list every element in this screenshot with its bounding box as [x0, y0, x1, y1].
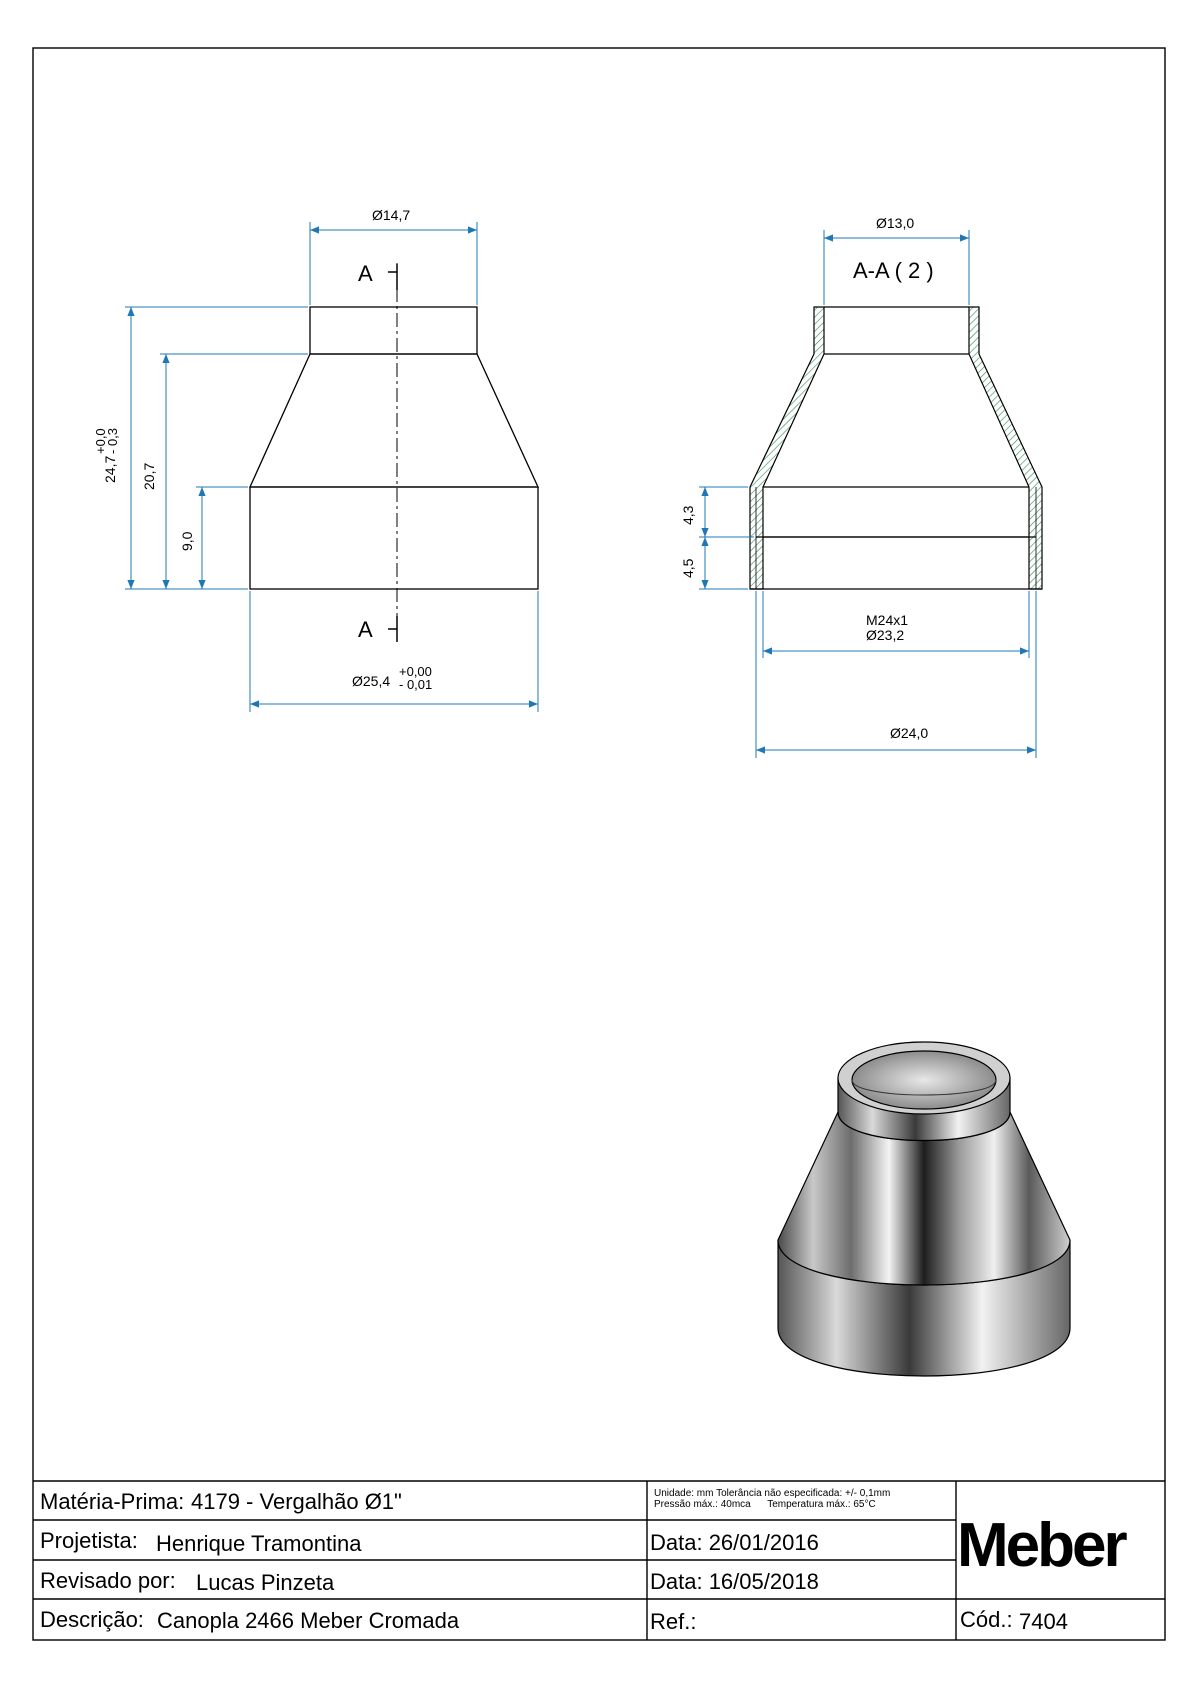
dim-lower-band: 4,5: [680, 558, 696, 578]
dim-cone-height: 20,7: [141, 462, 157, 490]
section-mark-bottom: A: [358, 617, 373, 642]
notes-line1: Unidade: mm Tolerância não especificada: +/- 0,1mm: [654, 1488, 891, 1499]
projetista-value: Henrique Tramontina: [156, 1531, 362, 1556]
front-dim-text: [93, 207, 432, 692]
dim-total-height-tol-upper: +0,0: [93, 428, 108, 454]
dim-upper-band: 4,3: [680, 505, 696, 525]
dim-total-height-tol-lower: - 0,3: [105, 427, 120, 454]
dim-top-diameter: Ø14,7: [372, 207, 411, 223]
section-title: A-A ( 2 ): [853, 258, 934, 283]
cod-value: 7404: [1019, 1609, 1068, 1634]
projetista-label: Projetista:: [40, 1528, 138, 1553]
front-dimensions: [125, 222, 538, 712]
revisado-value: Lucas Pinzeta: [196, 1570, 335, 1595]
ref-label: Ref.:: [650, 1609, 697, 1634]
dim-inner-top-diameter: Ø13,0: [876, 215, 915, 231]
iso-render: [778, 1042, 1070, 1376]
dim-base-diameter: Ø25,4: [352, 673, 391, 689]
front-base: [250, 487, 538, 589]
cod-label: Cód.:: [960, 1607, 1013, 1632]
section-wall-right: [969, 307, 1042, 589]
dim-base-diameter-tol-lower: - 0,01: [399, 677, 433, 692]
front-top-collar: [310, 307, 477, 354]
render-collar-hole: [852, 1051, 996, 1109]
descricao-label: Descrição:: [40, 1607, 144, 1632]
front-view: [250, 263, 538, 642]
revisado-label: Revisado por:: [40, 1568, 176, 1593]
sheet-border: [33, 48, 1165, 1640]
materia-label: Matéria-Prima:: [40, 1489, 185, 1514]
dim-base-diameter-tol-upper: +0,00: [399, 664, 432, 679]
section-wall-left: [750, 307, 824, 589]
front-cone: [250, 354, 538, 487]
notes-line2: Pressão máx.: 40mca Temperatura máx.: 65°C: [654, 1499, 876, 1510]
section-dim-text: [680, 215, 934, 741]
section-view: [750, 307, 1042, 589]
dim-thread-diameter: Ø23,2: [866, 627, 905, 643]
thread-label: M24x1: [866, 612, 909, 628]
dim-base-height: 9,0: [179, 531, 195, 551]
data-created: Data: 26/01/2016: [650, 1530, 819, 1555]
dim-outer-diameter: Ø24,0: [890, 725, 929, 741]
materia-value: 4179 - Vergalhão Ø1": [191, 1489, 402, 1514]
descricao-value: Canopla 2466 Meber Cromada: [157, 1608, 460, 1633]
section-mark-top: A: [358, 261, 373, 286]
meber-logo: Meber: [957, 1511, 1125, 1580]
data-revised: Data: 16/05/2018: [650, 1569, 819, 1594]
dim-total-height: 24,7: [102, 455, 118, 483]
